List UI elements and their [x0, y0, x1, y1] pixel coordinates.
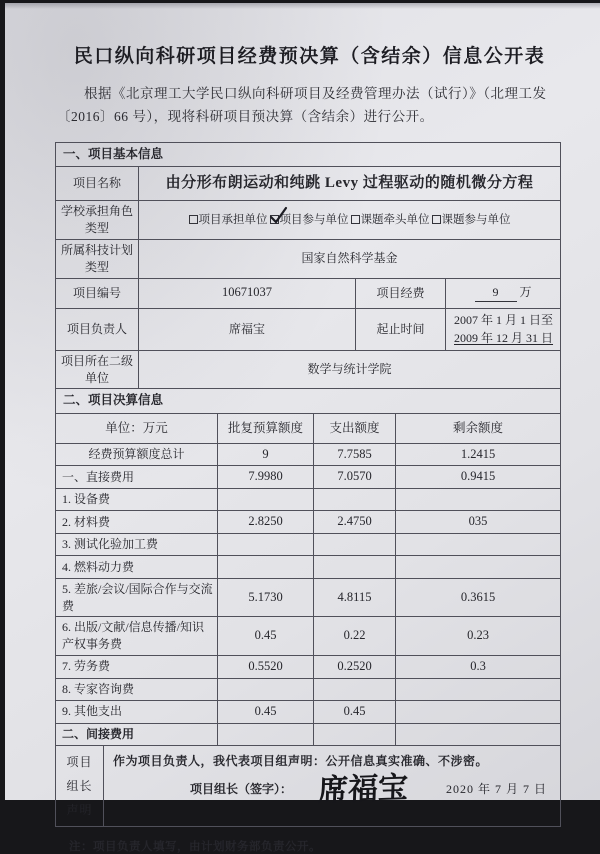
project-leader-value: 席福宝 [139, 308, 356, 350]
role-option-label: 课题牵头单位 [360, 214, 430, 227]
cell-budget: 0.45 [218, 617, 314, 656]
checkbox-icon [432, 215, 441, 224]
handwritten-signature: 席福宝 [317, 770, 409, 809]
cell-item: 8. 专家咨询费 [56, 678, 218, 701]
project-funds-label: 项目经费 [356, 278, 446, 308]
cell-remain [396, 678, 561, 701]
table-row [56, 578, 561, 617]
project-name-value: 由分形布朗运动和纯跳 Levy 过程驱动的随机微分方程 [139, 167, 561, 201]
cell-budget [218, 678, 314, 701]
cell-remain [396, 556, 561, 579]
table-row [56, 678, 561, 701]
cell-remain [396, 701, 561, 724]
cell-budget: 5.1730 [218, 578, 314, 617]
table-row [56, 278, 561, 308]
role-option-topic-participant [432, 212, 511, 228]
cell-spent: 7.0570 [314, 466, 396, 489]
cell-item: 2. 材料费 [56, 511, 218, 534]
signature-date: 2020 年 7 月 7 日 [445, 782, 547, 797]
table-row [56, 511, 561, 534]
declaration-cell [104, 746, 561, 827]
table-row [56, 308, 561, 350]
cell-item: 6. 出版/文献/信息传播/知识产权事务费 [56, 617, 218, 656]
basic-info-table [55, 142, 561, 389]
project-leader-label: 项目负责人 [56, 308, 139, 350]
cell-budget: 2.8250 [218, 511, 314, 534]
table-row [56, 746, 561, 827]
cell-spent: 0.22 [314, 617, 396, 656]
table-row [56, 389, 561, 414]
cell-spent [314, 723, 396, 746]
duration-value [446, 308, 561, 350]
section1-header: 一、项目基本信息 [56, 142, 561, 167]
cell-item: 二、间接费用 [56, 723, 218, 746]
role-option-topic-lead [351, 212, 430, 228]
project-name-label: 项目名称 [56, 167, 139, 201]
cell-item: 一、直接费用 [56, 466, 218, 489]
col-header-unit: 单位：万元 [56, 413, 218, 443]
checkbox-checked-icon [270, 215, 279, 224]
declaration-label: 项目组长声明 [56, 746, 104, 827]
cell-budget: 0.45 [218, 701, 314, 724]
secondary-unit-label: 项目所在二级单位 [56, 350, 139, 389]
project-number-value: 10671037 [139, 278, 356, 308]
cell-budget: 9 [218, 443, 314, 466]
scanned-paper-sheet [5, 3, 600, 854]
table-row [56, 533, 561, 556]
budget-header-row [56, 413, 561, 443]
section2-header: 二、项目决算信息 [56, 389, 561, 414]
project-number-label: 项目编号 [56, 278, 139, 308]
table-row [56, 142, 561, 167]
cell-remain [396, 488, 561, 511]
role-option-label: 项目承担单位 [198, 214, 268, 227]
cell-budget: 7.9980 [218, 466, 314, 489]
cell-item: 5. 差旅/会议/国际合作与交流费 [56, 578, 218, 617]
cell-budget [218, 556, 314, 579]
footnote: 注：项目负责人填写，由计划财务部负责公开。 [69, 841, 321, 854]
cell-item: 经费预算额度总计 [56, 443, 218, 466]
cell-remain: 0.3615 [396, 578, 561, 617]
table-row [56, 488, 561, 511]
cell-remain: 0.9415 [396, 466, 561, 489]
cell-remain: 0.23 [396, 617, 561, 656]
cell-budget: 0.5520 [218, 656, 314, 679]
duration-end: 2009 年 12 月 31 日 [454, 331, 554, 346]
duration-label: 起止时间 [356, 308, 446, 350]
budget-table [55, 388, 561, 746]
table-row [56, 656, 561, 679]
cell-budget [218, 533, 314, 556]
role-option-participant [270, 212, 349, 228]
project-funds-value [446, 278, 561, 308]
cell-spent: 2.4750 [314, 511, 396, 534]
form-content [5, 3, 600, 854]
table-row [56, 556, 561, 579]
page-title: 民口纵向科研项目经费预决算（含结余）信息公开表 [73, 46, 546, 67]
role-option-label: 项目参与单位 [279, 214, 349, 227]
table-row [56, 466, 561, 489]
funds-amount: 9 [475, 284, 517, 302]
table-row [56, 350, 561, 389]
role-type-label: 学校承担角色类型 [56, 201, 139, 240]
checkbox-icon [189, 215, 198, 224]
cell-budget [218, 723, 314, 746]
cell-item: 3. 测试化验加工费 [56, 533, 218, 556]
table-row [56, 167, 561, 201]
table-row [56, 239, 561, 278]
cell-spent [314, 488, 396, 511]
table-row [56, 443, 561, 466]
cell-budget [218, 488, 314, 511]
signature-label: 项目组长（签字）： [189, 782, 292, 797]
cell-remain: 1.2415 [396, 443, 561, 466]
cell-spent [314, 556, 396, 579]
intro-paragraph: 根据《北京理工大学民口纵向科研项目及经费管理办法（试行）》（北理工发〔2016〕66 号），现将科研项目预决算（含结余）进行公开。 [57, 86, 547, 124]
cell-spent: 7.7585 [314, 443, 396, 466]
cell-remain [396, 533, 561, 556]
cell-item: 9. 其他支出 [56, 701, 218, 724]
cell-spent: 0.2520 [314, 656, 396, 679]
declaration-table [55, 745, 561, 827]
cell-remain: 0.3 [396, 656, 561, 679]
table-row [56, 701, 561, 724]
table-row [56, 201, 561, 240]
role-options [139, 201, 561, 240]
cell-remain: 035 [396, 511, 561, 534]
cell-remain [396, 723, 561, 746]
funds-unit: 万 [519, 285, 532, 300]
cell-spent [314, 678, 396, 701]
secondary-unit-value: 数学与统计学院 [139, 350, 561, 389]
cell-spent [314, 533, 396, 556]
checkbox-icon [351, 215, 360, 224]
cell-spent: 0.45 [314, 701, 396, 724]
cell-item: 4. 燃料动力费 [56, 556, 218, 579]
col-header-remaining: 剩余额度 [396, 413, 561, 443]
cell-item: 1. 设备费 [56, 488, 218, 511]
col-header-spent: 支出额度 [314, 413, 396, 443]
role-option-undertaker [189, 212, 268, 228]
declaration-statement: 作为项目负责人，我代表项目组声明：公开信息真实准确、不涉密。 [113, 754, 489, 769]
duration-start: 2007 年 1 月 1 日至 [454, 312, 554, 327]
plan-type-value: 国家自然科学基金 [139, 239, 561, 278]
cell-item: 7. 劳务费 [56, 656, 218, 679]
col-header-approved: 批复预算额度 [218, 413, 314, 443]
signature-line [113, 770, 551, 809]
table-row [56, 723, 561, 746]
plan-type-label: 所属科技计划类型 [56, 239, 139, 278]
role-option-label: 课题参与单位 [441, 214, 511, 227]
cell-spent: 4.8115 [314, 578, 396, 617]
table-row [56, 617, 561, 656]
